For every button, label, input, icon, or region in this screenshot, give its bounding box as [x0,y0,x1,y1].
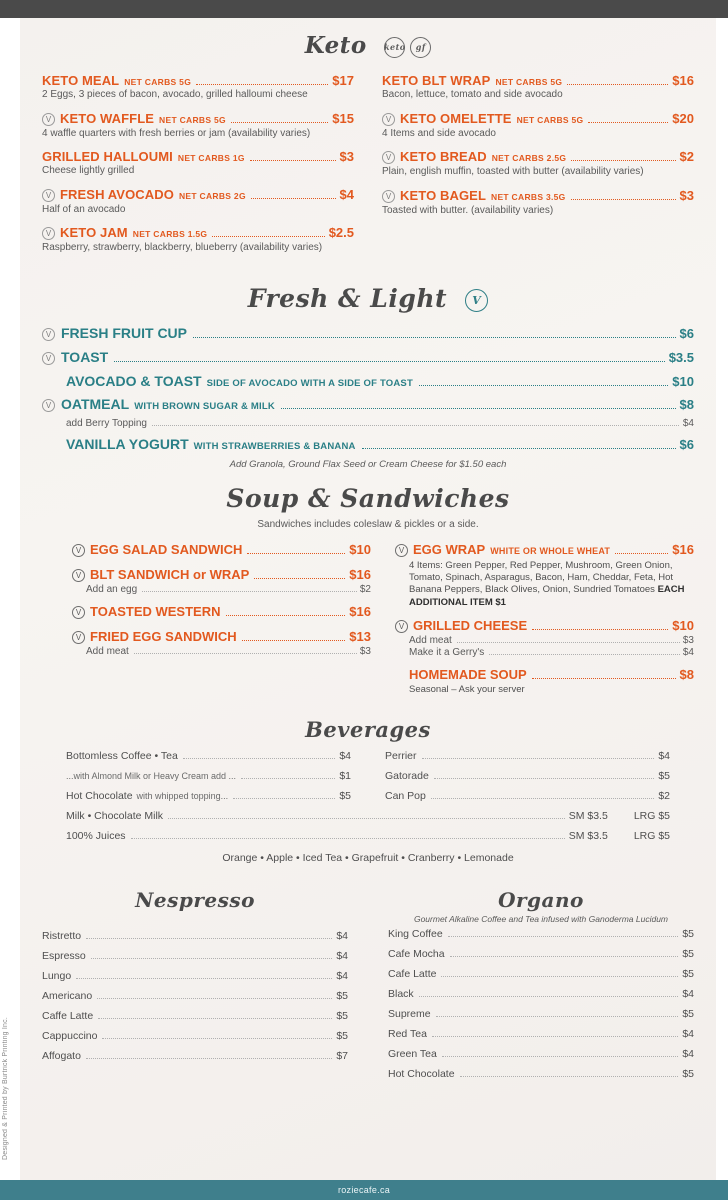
item-price: $3 [679,187,694,203]
beverage-label: Milk • Chocolate Milk [66,810,164,823]
menu-item [72,567,371,595]
menu-item [409,667,694,696]
leader-dots [588,122,668,123]
vegetarian-icon: V [42,352,55,365]
menu-item [382,111,694,141]
leader-dots [489,654,680,655]
item-description: Seasonal – Ask your server [409,683,525,695]
coffee-row [42,950,348,962]
item-description-text: 4 Items: Green Pepper, Red Pepper, Mushroom, Green Onion, Tomato, Spinach, Asparagus, Bacon, Ham, Cheddar, Feta, Hot Banana Peppers, Black Olives, Onion, Sundried Tomatoes [409,559,674,596]
leader-dots [422,758,655,759]
addon-price: $2 [359,583,371,595]
coffee-label: Black [388,988,414,1001]
coffee-row [388,928,694,940]
menu-item [42,225,354,255]
item-name: KETO BREAD [400,149,487,164]
leader-dots [571,199,676,200]
item-price: $17 [332,73,354,88]
item-description: 2 Eggs, 3 pieces of bacon, avocado, grilled halloumi cheese [42,89,308,100]
leader-dots [142,591,357,592]
leader-dots [450,956,679,957]
leader-dots [97,998,332,999]
coffee-label: Cafe Mocha [388,948,445,961]
leader-dots [419,385,668,386]
coffee-label: Espresso [42,950,86,963]
item-price: $8 [679,396,694,412]
leader-dots [86,938,332,939]
menu-item [382,188,694,218]
coffee-price: $5 [682,1008,694,1021]
coffee-row [388,1068,694,1080]
menu-item [382,149,694,179]
item-name: EGG WRAP [413,541,486,557]
menu-item [395,618,694,658]
coffee-price: $5 [682,928,694,941]
section-heading-soup-sandwiches: Soup & Sandwiches [226,483,510,513]
leader-dots [432,1036,678,1037]
vegetarian-badge-icon: V [465,289,488,312]
vegetarian-icon: V [42,328,55,341]
coffee-label: Supreme [388,1008,431,1021]
coffee-label: Cappuccino [42,1030,98,1043]
coffee-label: Cafe Latte [388,968,437,981]
list-item [42,349,694,366]
addon-price: $4 [682,417,694,429]
leader-dots [196,84,328,85]
beverage-note: with whipped topping... [136,791,229,802]
item-price: $3 [339,149,354,164]
gluten-free-badge-icon: gf [410,37,431,58]
nespresso-column [42,888,348,1088]
item-qualifier: WITH BROWN SUGAR & MILK [134,400,275,412]
item-price: $10 [672,617,694,633]
vegetarian-icon: V [395,620,408,633]
coffee-row [388,1008,694,1020]
leader-dots [362,448,676,449]
item-description: 4 Items and side avocado [382,127,496,139]
item-carbs: NET CARBS 1G [177,153,245,163]
fresh-badges [465,289,488,312]
vegetarian-icon: V [42,399,55,412]
menu-content [20,18,716,1180]
top-bar [0,0,728,18]
coffee-row [388,1028,694,1040]
leader-dots [168,818,565,819]
item-price: $3.5 [668,349,694,365]
addon-label: Make it a Gerry's [409,646,485,658]
coffee-label: Red Tea [388,1028,427,1041]
coffee-label: Americano [42,990,93,1003]
item-price: $20 [672,110,694,126]
vegetarian-icon: V [42,189,55,202]
fresh-light-list [42,325,694,452]
beverage-price-large: LRG $5 [633,830,670,843]
item-price: $10 [349,541,371,557]
item-name: TOAST [61,348,109,365]
addon-label: Add an egg [86,583,138,595]
coffee-label: Green Tea [388,1048,437,1061]
coffee-row [42,970,348,982]
item-name: GRILLED HALLOUMI [42,149,173,164]
coffee-row [388,968,694,980]
list-item [42,396,694,413]
item-price: $13 [349,628,371,644]
keto-title-text: Keto [304,32,367,59]
item-price: $10 [672,373,694,389]
beverage-price-small: SM $3.5 [568,810,608,823]
beverage-row [385,770,670,782]
beverage-label: Hot Chocolate [66,790,133,803]
section-heading-fresh-light [42,284,694,313]
beverage-label: Bottomless Coffee • Tea [66,750,178,763]
menu-item [72,542,371,558]
item-qualifier: WITH STRAWBERRIES & BANANA [193,440,356,452]
coffee-price: $7 [336,1050,348,1063]
item-carbs: NET CARBS 5G [495,77,563,87]
juice-flavours: Orange • Apple • Iced Tea • Grapefruit • Cranberry • Lemonade [222,852,514,865]
beverages-columns [42,750,694,810]
coffee-price: $5 [682,1068,694,1081]
item-description-emphasis: EACH ADDITIONAL ITEM $1 [409,584,685,608]
leader-dots [242,640,346,641]
coffee-price: $4 [682,1028,694,1041]
item-price: $15 [332,110,354,126]
item-description: Plain, english muffin, toasted with butter (availability varies) [382,166,644,177]
coffee-price: $5 [336,1010,348,1023]
coffee-row [42,1050,348,1062]
leader-dots [86,1058,332,1059]
leader-dots [193,337,676,338]
item-carbs: NET CARBS 2G [178,190,246,201]
item-price: $16 [672,73,694,88]
leader-dots [250,160,336,161]
leader-dots [114,361,664,362]
menu-item [72,629,371,657]
keto-left-column [42,73,354,264]
item-price: $8 [679,666,694,682]
right-margin [716,18,728,1182]
item-price: $16 [349,603,371,619]
beverage-label: 100% Juices [66,830,126,843]
vegetarian-icon: V [42,227,55,240]
addon-row [409,635,694,646]
coffee-price: $4 [336,970,348,983]
beverages-right-column [385,750,670,810]
leader-dots [183,758,335,759]
beverage-price: $4 [658,750,670,763]
menu-item [42,111,354,141]
beverage-price: $4 [339,750,351,763]
item-description: Half of an avocado [42,203,126,215]
leader-dots [615,553,668,554]
item-price: $16 [349,566,371,582]
leader-dots [532,678,676,679]
coffee-row [42,1010,348,1022]
item-name: KETO WAFFLE [60,110,155,126]
item-name: OATMEAL [61,395,130,412]
item-price: $6 [679,325,694,341]
leader-dots [247,553,345,554]
item-name: GRILLED CHEESE [413,617,528,633]
item-carbs: NET CARBS 2.5G [491,153,567,163]
fresh-light-note: Add Granola, Ground Flax Seed or Cream Cheese for $1.50 each [229,458,507,470]
menu-item [42,187,354,217]
footer-website[interactable]: roziecafe.ca [0,1180,728,1200]
item-name: HOMEMADE SOUP [409,666,527,682]
item-description [409,560,694,609]
item-qualifier: SIDE OF AVOCADO WITH A SIDE OF TOAST [206,377,413,389]
printer-credit: Designed & Printed by Burtrick Printing Inc. [2,1016,9,1160]
leader-dots [91,958,333,959]
item-qualifier: WHITE OR WHOLE WHEAT [490,545,611,556]
leader-dots [532,629,668,630]
item-name: KETO BLT WRAP [382,73,491,88]
item-name: KETO JAM [60,225,128,240]
menu-item [382,73,694,102]
item-price: $16 [672,541,694,557]
addon-row [66,418,694,429]
coffee-row [388,988,694,1000]
beverage-row [66,790,351,802]
coffee-label: King Coffee [388,928,443,941]
leader-dots [102,1038,332,1039]
leader-dots [460,1076,679,1077]
coffee-label: Affogato [42,1050,81,1063]
vegetarian-icon: V [72,544,85,557]
coffee-price: $5 [336,990,348,1003]
leader-dots [448,936,679,937]
addon-row [86,646,371,657]
item-price: $6 [679,436,694,452]
item-description: 4 waffle quarters with fresh berries or jam (availability varies) [42,127,311,139]
item-name: TOASTED WESTERN [90,603,221,619]
keto-right-column [382,73,694,264]
coffee-price: $5 [682,968,694,981]
beverage-note: ...with Almond Milk or Heavy Cream add ... [66,771,237,782]
list-item [42,325,694,342]
beverage-label: Gatorade [385,770,429,783]
coffee-row [42,930,348,942]
coffee-price: $5 [336,1030,348,1043]
menu-item [72,604,371,620]
addon-price: $4 [682,646,694,658]
beverage-row [66,770,351,782]
addon-price: $3 [682,634,694,646]
item-carbs: NET CARBS 3.5G [491,191,566,202]
menu-item [395,542,694,609]
leader-dots [457,642,680,643]
leader-dots [233,798,335,799]
leader-dots [434,778,655,779]
leader-dots [152,425,679,426]
beverages-section [42,717,694,864]
coffee-price: $4 [682,1048,694,1061]
item-name: AVOCADO & TOAST [66,372,202,389]
section-heading-beverages: Beverages [305,717,431,743]
addon-label: add Berry Topping [66,417,147,429]
item-name: KETO OMELETTE [400,110,512,126]
coffee-price: $4 [682,988,694,1001]
addon-label: Add meat [86,645,129,657]
coffee-price: $4 [336,950,348,963]
beverage-label: Perrier [385,750,417,763]
leader-dots [241,778,335,779]
leader-dots [231,122,328,123]
vegetarian-icon: V [72,569,85,582]
item-name: VANILLA YOGURT [66,435,189,452]
section-heading-keto [42,32,694,59]
item-carbs: NET CARBS 1.5G [132,229,208,239]
item-carbs: NET CARBS 5G [124,77,192,87]
keto-badge-icon: keto [384,37,405,58]
keto-columns [42,73,694,264]
leader-dots [254,578,345,579]
leader-dots [251,198,336,199]
coffee-price: $5 [682,948,694,961]
leader-dots [431,798,654,799]
soup-right-column [395,542,694,706]
beverage-row [66,830,670,842]
beverage-price-small: SM $3.5 [568,830,608,843]
leader-dots [98,1018,332,1019]
vegetarian-icon: V [382,190,395,203]
addon-price: $3 [359,645,371,657]
leader-dots [441,976,678,977]
item-price: $4 [339,186,354,202]
list-item [66,436,694,452]
item-price: $2.5 [328,225,354,240]
leader-dots [442,1056,678,1057]
vegetarian-icon: V [382,151,395,164]
vegetarian-icon: V [382,113,395,126]
coffee-price: $4 [336,930,348,943]
item-name: KETO BAGEL [400,187,486,203]
item-description: Cheese lightly grilled [42,165,135,176]
item-name: KETO MEAL [42,73,120,88]
vegetarian-icon: V [72,606,85,619]
leader-dots [281,408,676,409]
item-description: Toasted with butter. (availability varies) [382,204,554,216]
leader-dots [567,84,668,85]
vegetarian-icon: V [42,113,55,126]
coffee-row [388,948,694,960]
vegetarian-icon: V [395,544,408,557]
leader-dots [436,1016,679,1017]
beverage-price-large: LRG $5 [633,810,670,823]
beverage-row [66,750,351,762]
vegetarian-icon: V [72,631,85,644]
organo-note: Gourmet Alkaline Coffee and Tea infused with Ganoderma Lucidum [413,914,669,925]
addon-row [86,584,371,595]
soup-left-column [42,542,371,706]
menu-item [42,73,354,102]
beverages-left-column [66,750,351,810]
coffee-row [388,1048,694,1060]
beverage-price: $5 [339,790,351,803]
beverage-row [385,750,670,762]
organo-column [388,888,694,1088]
beverage-price: $1 [339,770,351,783]
coffee-label: Hot Chocolate [388,1068,455,1081]
leader-dots [212,236,324,237]
item-name: EGG SALAD SANDWICH [90,541,243,557]
addon-label: Add meat [409,634,452,646]
fresh-title-text: Fresh & Light [247,283,448,313]
item-name: FRESH FRUIT CUP [61,324,187,341]
section-heading-nespresso: Nespresso [135,888,255,913]
beverage-price: $2 [658,790,670,803]
beverage-label: Can Pop [385,790,426,803]
item-description: Bacon, lettuce, tomato and side avocado [382,89,563,100]
section-heading-organo: Organo [498,888,584,913]
coffee-row [42,990,348,1002]
leader-dots [131,838,565,839]
coffee-row [42,1030,348,1042]
leader-dots [76,978,332,979]
keto-badges [384,37,431,58]
item-description: Raspberry, strawberry, blackberry, blueberry (availability varies) [42,242,323,253]
list-item [66,373,694,389]
item-name: FRIED EGG SANDWICH [90,628,237,644]
beverage-row [385,790,670,802]
item-name: FRESH AVOCADO [60,186,174,202]
leader-dots [419,996,679,997]
left-margin [0,18,20,1182]
item-carbs: NET CARBS 5G [516,114,584,125]
leader-dots [226,615,346,616]
beverage-row [66,810,670,822]
menu-item [42,149,354,178]
coffee-columns [42,888,694,1088]
coffee-label: Caffe Latte [42,1010,94,1023]
item-carbs: NET CARBS 5G [159,114,226,125]
addon-row [409,647,694,658]
beverage-price: $5 [658,770,670,783]
leader-dots [134,653,357,654]
item-price: $2 [679,149,694,164]
coffee-label: Lungo [42,970,72,983]
item-name: BLT SANDWICH or WRAP [90,566,250,582]
soup-columns [42,542,694,706]
coffee-label: Ristretto [42,930,82,943]
leader-dots [571,160,675,161]
soup-note: Sandwiches includes coleslaw & pickles or a side. [257,518,479,530]
